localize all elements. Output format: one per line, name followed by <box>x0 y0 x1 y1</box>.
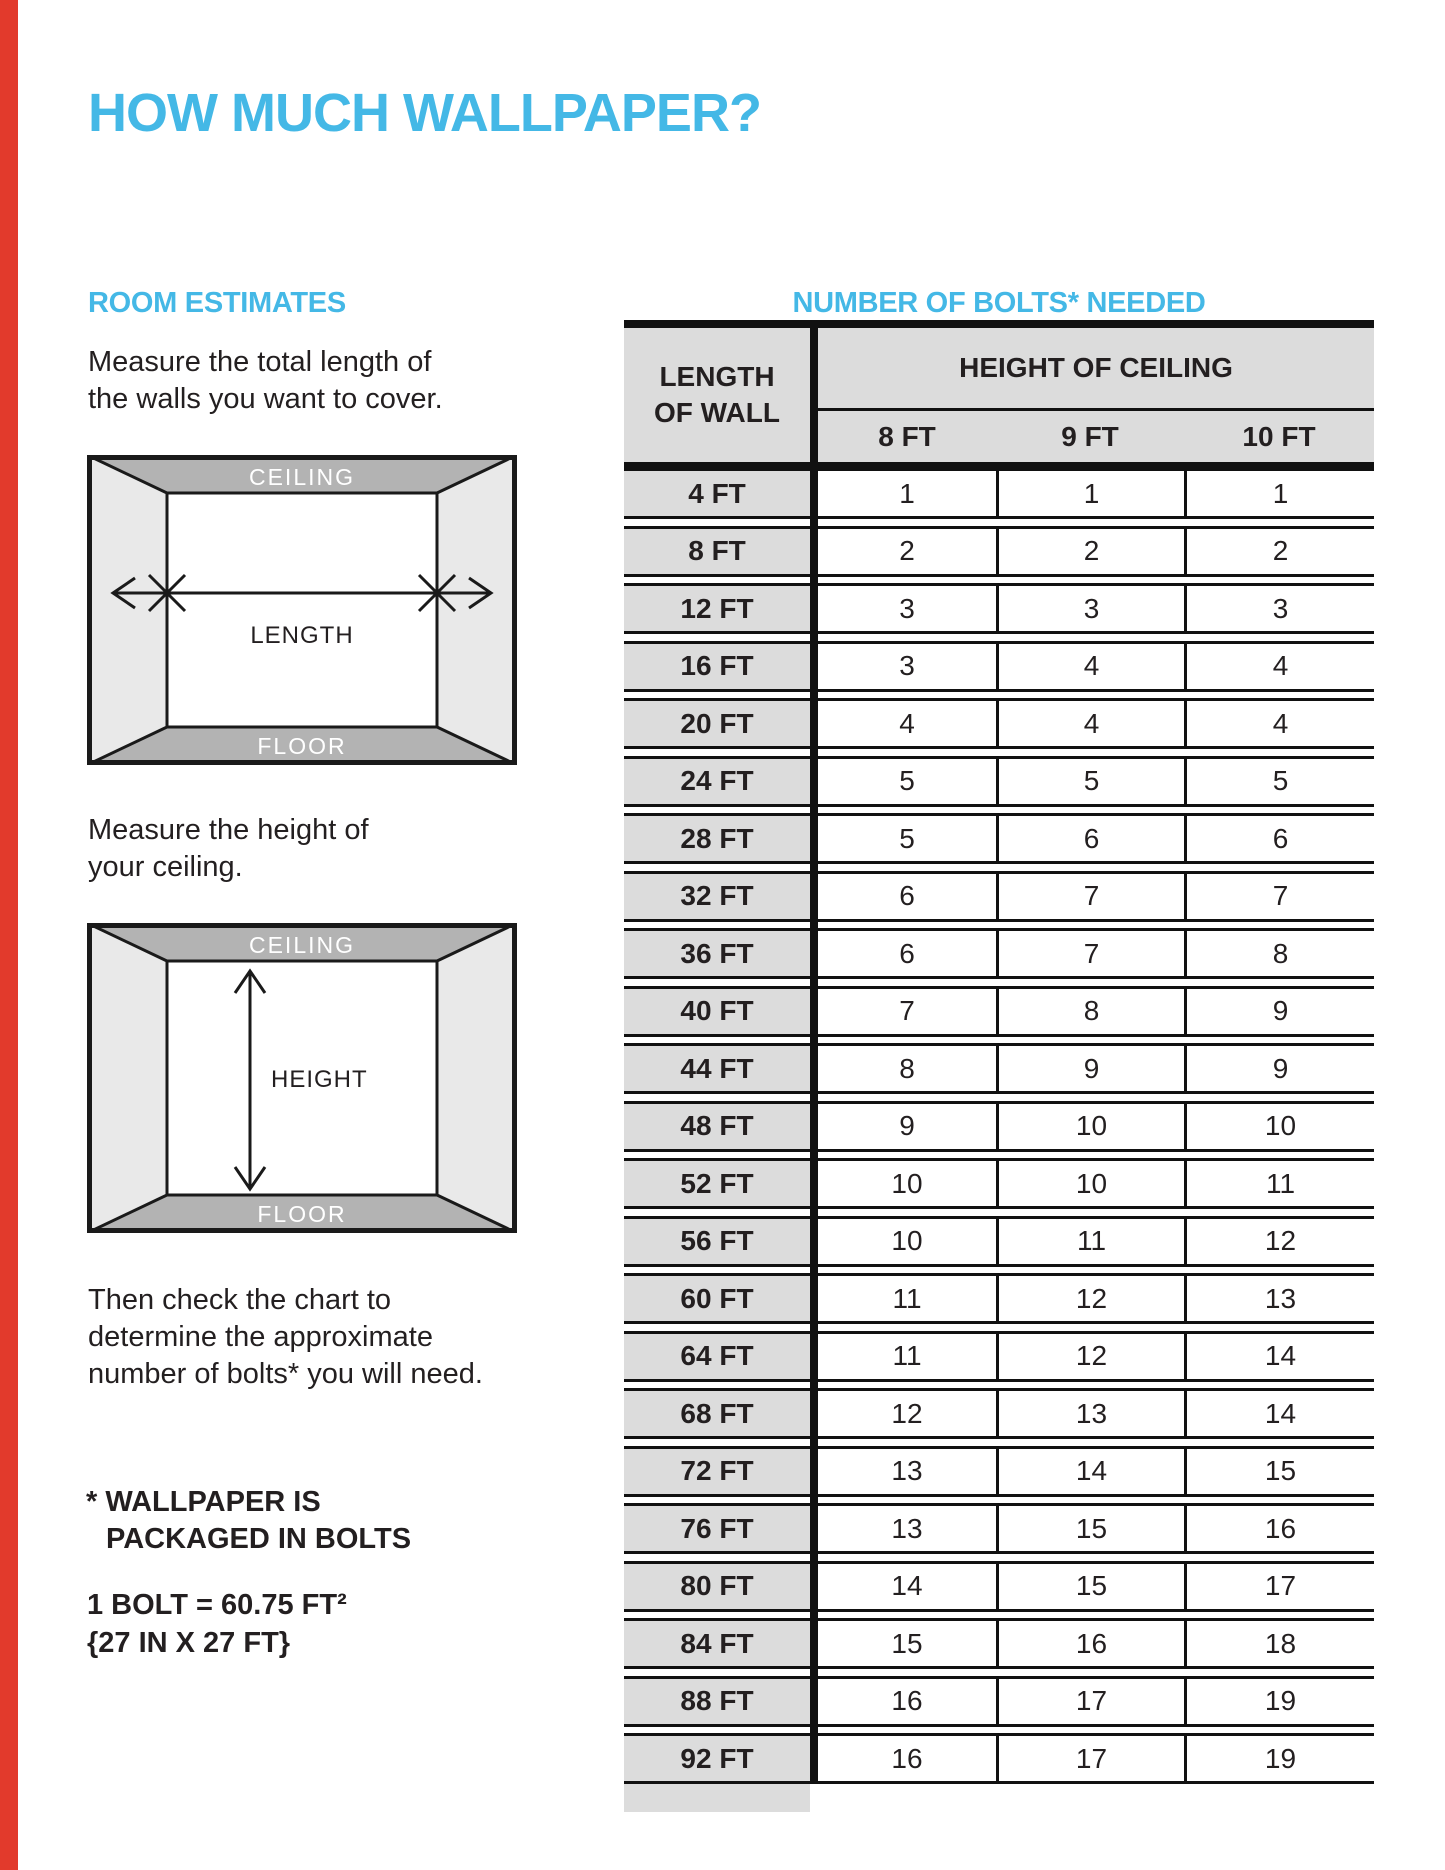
bolt-count-cell: 1 <box>818 468 996 519</box>
table-row <box>624 698 1374 749</box>
table-thick-divider <box>810 328 818 1784</box>
instruction-height <box>88 812 369 886</box>
section-heading-bolts-needed: NUMBER OF BOLTS* NEEDED <box>792 287 1206 319</box>
bolt-count-cell: 16 <box>818 1733 996 1784</box>
row-label: 36 FT <box>624 928 810 979</box>
bolt-count-cell: 10 <box>996 1101 1184 1152</box>
bolt-count-cell: 5 <box>818 756 996 807</box>
table-row <box>624 1676 1374 1727</box>
table-row <box>624 756 1374 807</box>
row-group-header-line1: LENGTH <box>659 361 775 392</box>
table-row <box>624 1273 1374 1324</box>
row-label: 92 FT <box>624 1733 810 1784</box>
bolt-count-cell: 8 <box>818 1043 996 1094</box>
ceiling-label: CEILING <box>248 464 356 490</box>
instruction-length <box>88 344 443 418</box>
row-group-header-line2: OF WALL <box>654 397 780 428</box>
row-label: 40 FT <box>624 986 810 1037</box>
bolt-count-cell: 16 <box>818 1676 996 1727</box>
table-row <box>624 1446 1374 1497</box>
bolt-footnote <box>86 1484 411 1558</box>
table-row <box>624 583 1374 634</box>
bolt-count-cell: 4 <box>818 698 996 749</box>
bolt-count-cell: 2 <box>818 526 996 577</box>
row-label: 20 FT <box>624 698 810 749</box>
table-top-border <box>624 320 1374 328</box>
table-row <box>624 1101 1374 1152</box>
bolt-count-cell: 1 <box>996 468 1184 519</box>
bolt-count-cell: 9 <box>996 1043 1184 1094</box>
column-group-header: HEIGHT OF CEILING <box>959 352 1233 383</box>
row-label: 4 FT <box>624 468 810 519</box>
bolt-count-cell: 5 <box>996 756 1184 807</box>
bolt-count-cell: 5 <box>818 813 996 864</box>
bolt-footnote-line1: * WALLPAPER IS <box>86 1486 321 1518</box>
right-wall <box>437 923 517 1233</box>
row-label: 56 FT <box>624 1216 810 1267</box>
bolt-count-cell: 15 <box>996 1561 1184 1612</box>
table-body <box>624 468 1374 1791</box>
bolt-count-cell: 3 <box>1184 583 1374 634</box>
row-label: 44 FT <box>624 1043 810 1094</box>
table-row <box>624 1561 1374 1612</box>
bolt-count-cell: 18 <box>1184 1618 1374 1669</box>
bolt-count-cell: 15 <box>996 1503 1184 1554</box>
bolt-count-cell: 10 <box>1184 1101 1374 1152</box>
column-header-9ft: 9 FT <box>1061 420 1119 452</box>
bolt-count-cell: 14 <box>1184 1388 1374 1439</box>
label-column-tail <box>624 1784 810 1812</box>
bolt-count-cell: 4 <box>1184 698 1374 749</box>
bolt-count-cell: 12 <box>996 1273 1184 1324</box>
column-headers <box>818 411 1374 462</box>
row-label: 76 FT <box>624 1503 810 1554</box>
bolt-count-cell: 7 <box>996 928 1184 979</box>
instruction-chart-line3: number of bolts* you will need. <box>88 1358 483 1390</box>
table-row <box>624 641 1374 692</box>
instruction-chart <box>88 1282 483 1393</box>
table-row <box>624 526 1374 577</box>
row-label: 16 FT <box>624 641 810 692</box>
bolt-count-cell: 2 <box>996 526 1184 577</box>
height-diagram-svg <box>87 923 517 1233</box>
bolt-count-cell: 15 <box>1184 1446 1374 1497</box>
bolt-count-cell: 9 <box>1184 986 1374 1037</box>
table-row <box>624 468 1374 519</box>
bolt-count-cell: 6 <box>818 928 996 979</box>
row-label: 32 FT <box>624 871 810 922</box>
table-row <box>624 1388 1374 1439</box>
floor-label: FLOOR <box>257 733 347 759</box>
row-label: 88 FT <box>624 1676 810 1727</box>
bolt-count-cell: 11 <box>996 1216 1184 1267</box>
instruction-length-line2: the walls you want to cover. <box>88 383 443 415</box>
bolts-table <box>624 320 1374 1812</box>
table-row <box>624 986 1374 1037</box>
instruction-chart-line1: Then check the chart to <box>88 1284 392 1316</box>
bolt-count-cell: 10 <box>818 1216 996 1267</box>
bolt-count-cell: 13 <box>818 1446 996 1497</box>
bolt-count-cell: 3 <box>996 583 1184 634</box>
bolt-count-cell: 5 <box>1184 756 1374 807</box>
height-diagram <box>87 923 517 1238</box>
bolt-count-cell: 19 <box>1184 1676 1374 1727</box>
table-row <box>624 1331 1374 1382</box>
bolt-count-cell: 10 <box>818 1158 996 1209</box>
bolt-count-cell: 13 <box>996 1388 1184 1439</box>
table-row <box>624 1503 1374 1554</box>
bolt-count-cell: 7 <box>818 986 996 1037</box>
height-label: HEIGHT <box>271 1066 368 1093</box>
row-label: 68 FT <box>624 1388 810 1439</box>
bolt-count-cell: 16 <box>1184 1503 1374 1554</box>
length-diagram <box>87 455 517 770</box>
bolt-count-cell: 12 <box>996 1331 1184 1382</box>
row-label: 80 FT <box>624 1561 810 1612</box>
bolt-count-cell: 12 <box>1184 1216 1374 1267</box>
table-row <box>624 871 1374 922</box>
bolt-count-cell: 17 <box>1184 1561 1374 1612</box>
length-label: LENGTH <box>250 622 354 649</box>
row-label: 60 FT <box>624 1273 810 1324</box>
bolt-count-cell: 14 <box>1184 1331 1374 1382</box>
table-row <box>624 1618 1374 1669</box>
bolt-count-cell: 14 <box>818 1561 996 1612</box>
instruction-chart-line2: determine the approximate <box>88 1321 433 1353</box>
ceiling-label: CEILING <box>248 932 356 958</box>
bolt-count-cell: 7 <box>996 871 1184 922</box>
bolt-footnote-line2: PACKAGED IN BOLTS <box>106 1523 412 1555</box>
row-label: 48 FT <box>624 1101 810 1152</box>
bolt-count-cell: 13 <box>818 1503 996 1554</box>
bolt-count-cell: 4 <box>996 698 1184 749</box>
bolt-count-cell: 6 <box>818 871 996 922</box>
length-diagram-svg <box>87 455 517 765</box>
bolt-count-cell: 13 <box>1184 1273 1374 1324</box>
bolt-count-cell: 10 <box>996 1158 1184 1209</box>
column-header-10ft: 10 FT <box>1242 420 1316 452</box>
table-row <box>624 813 1374 864</box>
bolt-dimensions: {27 IN X 27 FT} <box>87 1627 291 1659</box>
bolt-count-cell: 6 <box>996 813 1184 864</box>
row-label: 8 FT <box>624 526 810 577</box>
bolt-equation: 1 BOLT = 60.75 FT² <box>87 1589 347 1621</box>
bolt-count-cell: 11 <box>818 1273 996 1324</box>
floor-label: FLOOR <box>257 1201 347 1227</box>
bolt-count-cell: 11 <box>1184 1158 1374 1209</box>
bolt-count-cell: 11 <box>818 1331 996 1382</box>
bolt-count-cell: 3 <box>818 641 996 692</box>
row-label: 72 FT <box>624 1446 810 1497</box>
right-wall <box>437 455 517 765</box>
back-wall <box>167 493 437 727</box>
bolt-count-cell: 15 <box>818 1618 996 1669</box>
bolt-count-cell: 4 <box>1184 641 1374 692</box>
bolt-count-cell: 14 <box>996 1446 1184 1497</box>
bolt-count-cell: 2 <box>1184 526 1374 577</box>
bolt-info <box>87 1586 347 1662</box>
left-wall <box>87 455 167 765</box>
bolt-count-cell: 3 <box>818 583 996 634</box>
bolt-count-cell: 19 <box>1184 1733 1374 1784</box>
table-header <box>624 328 1374 462</box>
row-group-header <box>624 328 810 462</box>
bolt-count-cell: 9 <box>1184 1043 1374 1094</box>
instruction-height-line1: Measure the height of <box>88 814 369 846</box>
bolt-count-cell: 1 <box>1184 468 1374 519</box>
bolt-count-cell: 12 <box>818 1388 996 1439</box>
bolt-count-cell: 17 <box>996 1733 1184 1784</box>
bolt-count-cell: 8 <box>1184 928 1374 979</box>
row-label: 64 FT <box>624 1331 810 1382</box>
table-row <box>624 928 1374 979</box>
row-label: 12 FT <box>624 583 810 634</box>
bolt-count-cell: 16 <box>996 1618 1184 1669</box>
bolt-count-cell: 8 <box>996 986 1184 1037</box>
left-wall <box>87 923 167 1233</box>
row-label: 84 FT <box>624 1618 810 1669</box>
bolt-count-cell: 6 <box>1184 813 1374 864</box>
left-accent-stripe <box>0 0 18 1870</box>
bolt-count-cell: 4 <box>996 641 1184 692</box>
row-label: 28 FT <box>624 813 810 864</box>
row-label: 52 FT <box>624 1158 810 1209</box>
section-heading-room-estimates: ROOM ESTIMATES <box>88 287 346 319</box>
instruction-length-line1: Measure the total length of <box>88 346 432 378</box>
row-label: 24 FT <box>624 756 810 807</box>
table-row <box>624 1158 1374 1209</box>
table-row <box>624 1733 1374 1784</box>
bolt-count-cell: 17 <box>996 1676 1184 1727</box>
page-title: HOW MUCH WALLPAPER? <box>88 83 761 143</box>
table-row <box>624 1043 1374 1094</box>
bolt-count-cell: 9 <box>818 1101 996 1152</box>
table-row <box>624 1216 1374 1267</box>
column-header-8ft: 8 FT <box>878 420 936 452</box>
bolt-count-cell: 7 <box>1184 871 1374 922</box>
instruction-height-line2: your ceiling. <box>88 851 243 883</box>
